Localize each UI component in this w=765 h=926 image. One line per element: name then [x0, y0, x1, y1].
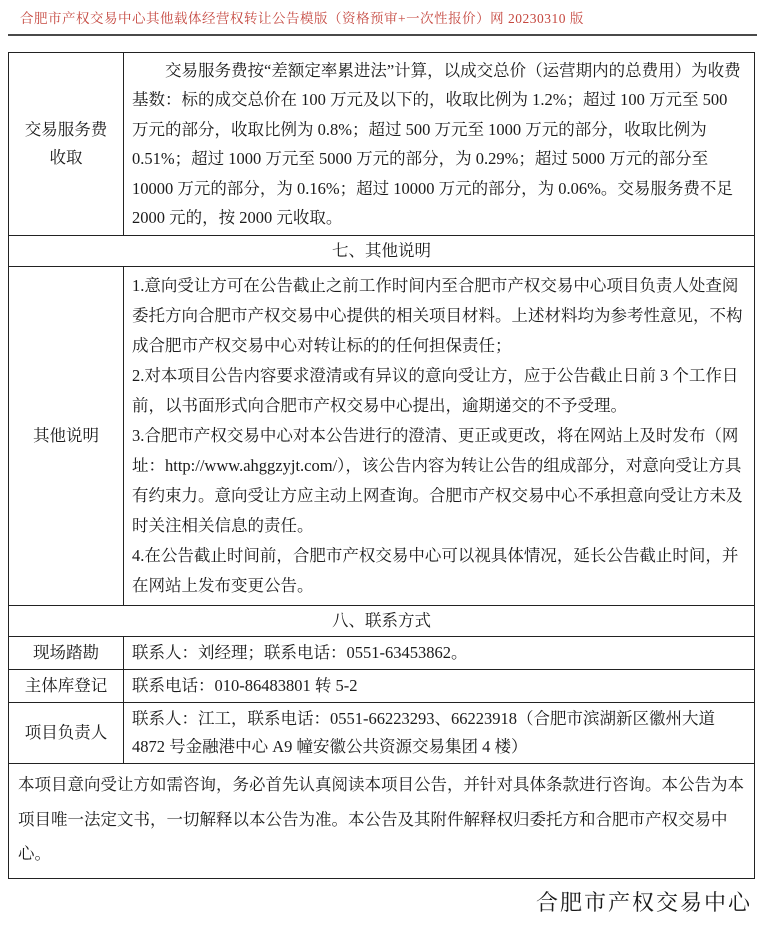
announcement-table: [8, 52, 755, 879]
document-header-title: 合肥市产权交易中心其他载体经营权转让公告模版（资格预审+一次性报价）网 20230310 版: [8, 8, 757, 36]
table-row-other-notes: [9, 267, 755, 606]
site-visit-value: 联系人：刘经理；联系电话：0551-63453862。: [124, 637, 755, 670]
table-row-site-visit: [9, 637, 755, 670]
table-row-final-note: [9, 764, 755, 879]
footer-signature: 合肥市产权交易中心: [535, 890, 752, 915]
service-fee-label: 交易服务费收取: [9, 53, 124, 236]
other-note-item-4: 4.在公告截止时间前，合肥市产权交易中心可以视具体情况，延长公告截止时间，并在网站上发布变更公告。: [132, 546, 739, 596]
section-title-contact: 八、联系方式: [9, 606, 755, 637]
other-notes-label: 其他说明: [9, 267, 124, 606]
table-row-project-manager: [9, 703, 755, 764]
table-row-registry: [9, 670, 755, 703]
site-visit-label: 现场踏勘: [9, 637, 124, 670]
section-title-other: 七、其他说明: [9, 236, 755, 267]
project-manager-label: 项目负责人: [9, 703, 124, 764]
other-note-item-1: 1.意向受让方可在公告截止之前工作时间内至合肥市产权交易中心项目负责人处查阅委托方向合肥市产权交易中心提供的相关项目材料。上述材料均为参考性意见，不构成合肥市产权交易中心对转让标的的任何担保责任；: [132, 276, 743, 356]
other-note-item-3: 3.合肥市产权交易中心对本公告进行的澄清、更正或更改，将在网站上及时发布（网址：http://www.ahggzyjt.com/），该公告内容为转让公告的组成部分，对意向受让方具有约束力。意向受让方应主动上网查询。合肥市产权交易中心不承担意向受让方未及时关注相关信息的责任。: [132, 426, 743, 536]
table-row-section-contact: [9, 606, 755, 637]
registry-value: 联系电话：010-86483801 转 5-2: [124, 670, 755, 703]
service-fee-text: 交易服务费按“差额定率累进法”计算，以成交总价（运营期内的总费用）为收费基数：标的成交总价在 100 万元及以下的，收取比例为 1.2%；超过 100 万元至 500 万元的部分，收取比例为 0.8%；超过 500 万元至 1000 万元的部分，收取比例为 0.51%；超过 1000 万元至 5000 万元的部分，为 0.29%；超过 5000 万元的部分至 10000 万元的部分，为 0.16%；超过 10000 万元的部分，为 0.06%。交易服务费不足 2000 元的，按 2000 元收取。: [132, 61, 741, 228]
final-note-text: 本项目意向受让方如需咨询，务必首先认真阅读本项目公告，并针对具体条款进行咨询。本公告为本项目唯一法定文书，一切解释以本公告为准。本公告及其附件解释权归委托方和合肥市产权交易中心。: [9, 764, 755, 879]
other-notes-content-cell: [124, 267, 755, 606]
other-note-item-2: 2.对本项目公告内容要求澄清或有异议的意向受让方，应于公告截止日前 3 个工作日前，以书面形式向合肥市产权交易中心提出，逾期递交的不予受理。: [132, 366, 739, 416]
table-row-service-fee: [9, 53, 755, 236]
table-row-section-other: [9, 236, 755, 267]
service-fee-content-cell: [124, 53, 755, 236]
registry-label: 主体库登记: [9, 670, 124, 703]
project-manager-value: 联系人：江工，联系电话：0551-66223293、66223918（合肥市滨湖新区徽州大道 4872 号金融港中心 A9 幢安徽公共资源交易集团 4 楼）: [124, 703, 755, 764]
